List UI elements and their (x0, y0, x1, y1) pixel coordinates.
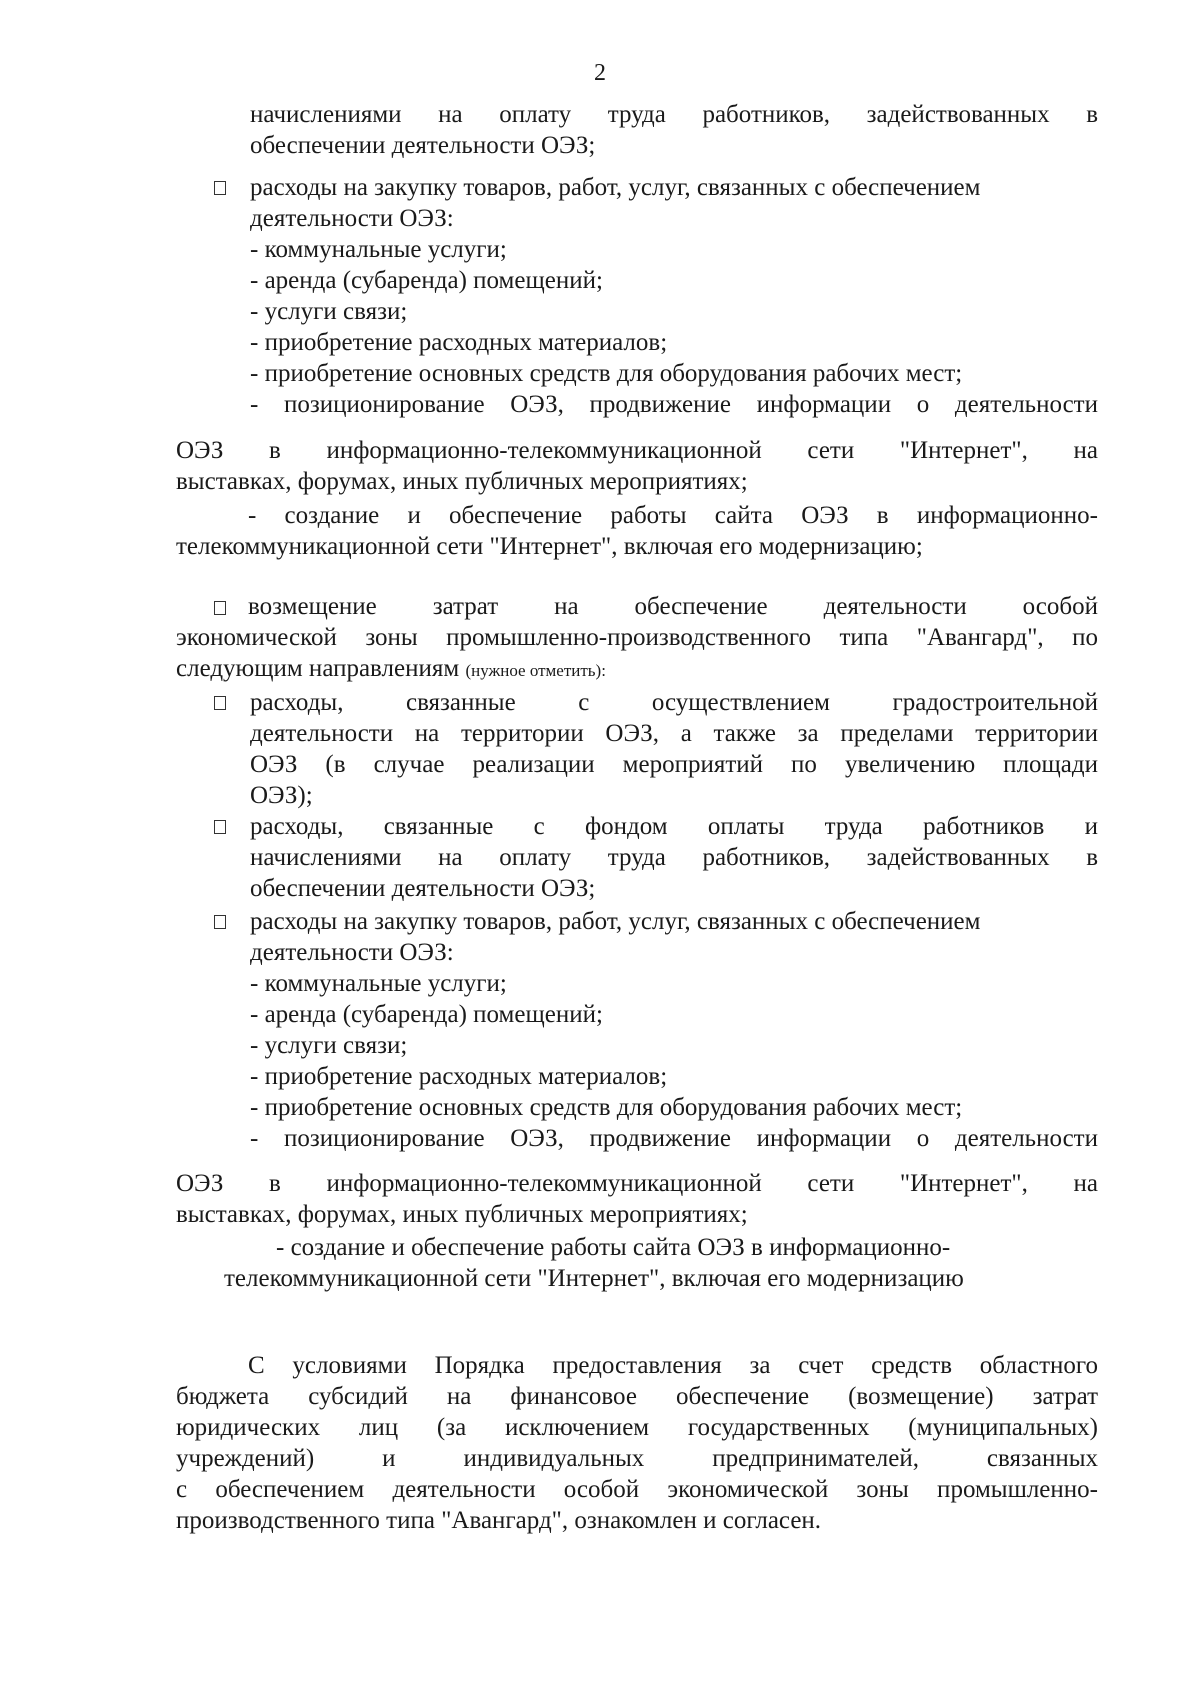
s2-wage-line-2: начислениями на оплату труда работников, задействованных в (250, 844, 1098, 871)
agreement-line-1: С условиями Порядка предоставления за счет средств областного (248, 1352, 1098, 1379)
s2-intro-line-3 (176, 653, 1098, 684)
s2-positioning-line-1: - позиционирование ОЭЗ, продвижение информации о деятельности (250, 1125, 1098, 1152)
s2-communication: - услуги связи; (250, 1032, 408, 1059)
s2-urban-line-2: деятельности на территории ОЭЗ, а также за пределами территории (250, 720, 1098, 747)
s1-consumables: - приобретение расходных материалов; (250, 329, 668, 356)
s1-wage-line-1: начислениями на оплату труда работников, задействованных в (250, 101, 1098, 128)
s2-wage-item (250, 811, 1098, 904)
s1-purchases-checkbox[interactable] (214, 181, 226, 195)
s1-purchases-item (250, 172, 1098, 420)
s1-fixed-assets: - приобретение основных средств для оборудования рабочих мест; (250, 360, 963, 387)
s1-positioning-line-2: ОЭЗ в информационно-телекоммуникационной сети "Интернет", на (176, 437, 1098, 464)
s2-intro-line-2: экономической зоны промышленно-производственного типа "Авангард", по (176, 624, 1098, 651)
agreement-line-3: юридических лиц (за исключением государственных (муниципальных) (176, 1414, 1098, 1441)
s1-website-line-1: - создание и обеспечение работы сайта ОЭЗ в информационно- (248, 502, 1098, 529)
s2-fixed-assets: - приобретение основных средств для оборудования рабочих мест; (250, 1094, 963, 1121)
s2-website-line-2: телекоммуникационной сети "Интернет", включая его модернизацию (224, 1265, 964, 1292)
s2-urban-item (250, 687, 1098, 811)
s1-wage-continuation (250, 99, 1098, 161)
s2-purchases-line-2: деятельности ОЭЗ: (250, 939, 454, 966)
s2-purchases-checkbox[interactable] (214, 915, 226, 929)
s2-urban-checkbox[interactable] (214, 696, 226, 710)
s2-wage-line-3: обеспечении деятельности ОЭЗ; (250, 875, 596, 902)
s1-website (176, 500, 1098, 562)
s2-website-line-1: - создание и обеспечение работы сайта ОЭЗ в информационно- (276, 1234, 951, 1261)
s2-purchases-item (250, 906, 1098, 1154)
s2-positioning-line-3: выставках, форумах, иных публичных мероприятиях; (176, 1201, 748, 1228)
s2-intro-note: (нужное отметить): (465, 661, 606, 680)
s2-rent: - аренда (субаренда) помещений; (250, 1001, 603, 1028)
s2-urban-line-4: ОЭЗ); (250, 782, 313, 809)
s1-purchases-line-1: расходы на закупку товаров, работ, услуг, связанных с обеспечением (250, 174, 981, 201)
s2-intro-text: следующим направлениям (176, 655, 460, 682)
s2-wage-checkbox[interactable] (214, 820, 226, 834)
s2-positioning-line-2: ОЭЗ в информационно-телекоммуникационной сети "Интернет", на (176, 1170, 1098, 1197)
agreement-line-2: бюджета субсидий на финансовое обеспечение (возмещение) затрат (176, 1383, 1098, 1410)
s1-purchases-line-2: деятельности ОЭЗ: (250, 205, 454, 232)
s1-wage-line-2: обеспечении деятельности ОЭЗ; (250, 132, 596, 159)
s2-website (176, 1232, 1098, 1294)
s2-urban-line-3: ОЭЗ (в случае реализации мероприятий по увеличению площади (250, 751, 1098, 778)
s1-rent: - аренда (субаренда) помещений; (250, 267, 603, 294)
s1-utilities: - коммунальные услуги; (250, 236, 507, 263)
page-number: 2 (594, 60, 606, 86)
s1-positioning-continuation (176, 435, 1098, 497)
agreement-line-5: с обеспечением деятельности особой экономической зоны промышленно- (176, 1476, 1098, 1503)
s2-wage-line-1: расходы, связанные с фондом оплаты труда работников и (250, 813, 1098, 840)
s2-intro-line-1: возмещение затрат на обеспечение деятельности особой (248, 593, 1098, 620)
s2-positioning-continuation (176, 1168, 1098, 1230)
s1-positioning-line-3: выставках, форумах, иных публичных мероприятиях; (176, 468, 748, 495)
s2-urban-line-1: расходы, связанные с осуществлением градостроительной (250, 689, 1098, 716)
s2-consumables: - приобретение расходных материалов; (250, 1063, 668, 1090)
s1-positioning-line-1: - позиционирование ОЭЗ, продвижение информации о деятельности (250, 391, 1098, 418)
s2-utilities: - коммунальные услуги; (250, 970, 507, 997)
s1-website-line-2: телекоммуникационной сети "Интернет", включая его модернизацию; (176, 533, 923, 560)
agreement-paragraph (176, 1350, 1098, 1536)
s2-purchases-line-1: расходы на закупку товаров, работ, услуг, связанных с обеспечением (250, 908, 981, 935)
agreement-line-4: учреждений) и индивидуальных предпринимателей, связанных (176, 1445, 1098, 1472)
s2-intro (176, 591, 1098, 684)
s1-communication: - услуги связи; (250, 298, 408, 325)
agreement-line-6: производственного типа "Авангард", ознакомлен и согласен. (176, 1507, 822, 1534)
